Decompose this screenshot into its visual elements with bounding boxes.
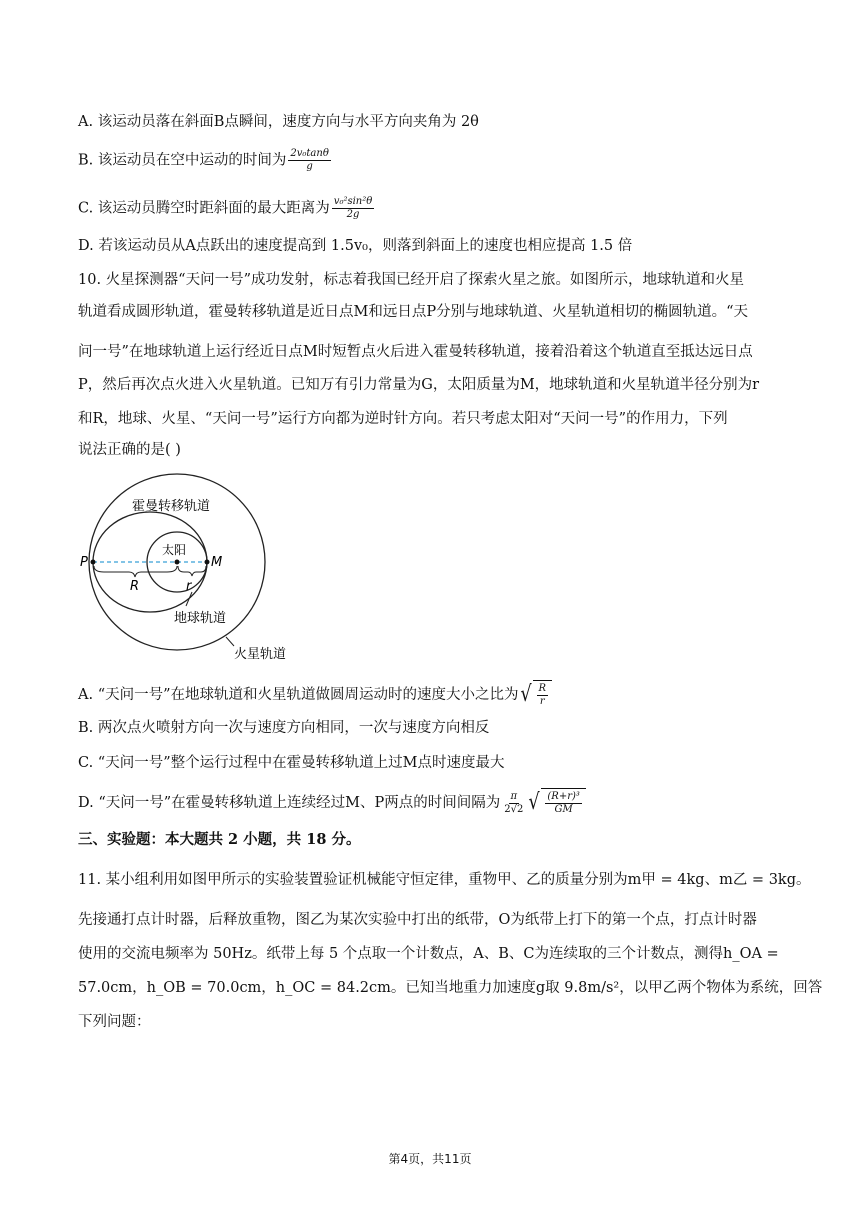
q10-option-a bbox=[78, 680, 552, 710]
brace-r-small bbox=[178, 566, 206, 576]
q9-option-d: D. 若该运动员从A点跃出的速度提高到 1.5v₀，则落到斜面上的速度也相应提高 1.5 倍 bbox=[78, 238, 633, 254]
q10-option-d bbox=[78, 788, 586, 818]
label-earth-orbit: 地球轨道 bbox=[174, 611, 227, 626]
q9-option-c-denominator: 2g bbox=[346, 209, 360, 220]
q10-stem-line-1: 10. 火星探测器“天问一号”成功发射，标志着我国已经开启了探索火星之旅。如图所示，地球轨道和火星 bbox=[78, 272, 744, 288]
q9-option-b bbox=[78, 148, 333, 173]
q10-option-a-sqrt bbox=[519, 680, 553, 710]
q10-option-a-prefix: A. “天问一号”在地球轨道和火星轨道做圆周运动时的速度大小之比为 bbox=[78, 687, 519, 703]
radical-sign-icon: √ bbox=[519, 682, 532, 707]
q10-stem-line-5: 和R，地球、火星、“天问一号”运行方向都为逆时针方向。若只考虑太阳对“天问一号”的作用力，下列 bbox=[78, 411, 728, 427]
label-hohmann: 霍曼转移轨道 bbox=[132, 499, 211, 514]
brace-r-big bbox=[94, 566, 177, 577]
q9-option-c-numerator: v₀²sin²θ bbox=[333, 196, 373, 207]
q10-stem-line-3: 问一号”在地球轨道上运行经近日点M时短暂点火后进入霍曼转移轨道，接着沿着这个轨道直至抵达远日点 bbox=[78, 344, 753, 360]
q9-option-b-numerator: 2v₀tanθ bbox=[290, 148, 329, 159]
q9-option-b-denominator: g bbox=[306, 161, 313, 172]
q10-stem-line-6: 说法正确的是( ) bbox=[78, 442, 181, 458]
label-r: r bbox=[186, 579, 192, 594]
q11-line-2: 先接通打点计时器，后释放重物，图乙为某次实验中打出的纸带，O为纸带上打下的第一个点，打点计时器 bbox=[78, 912, 757, 928]
q11-line-4: 57.0cm，h_OB = 70.0cm，h_OC = 84.2cm。已知当地重力加速度g取 9.8m/s²，以甲乙两个物体为系统，回答 bbox=[78, 980, 823, 996]
q10-option-d-fraction-2 bbox=[545, 791, 582, 816]
q9-option-c bbox=[78, 196, 376, 221]
earth-leader-line bbox=[186, 592, 192, 606]
q9-option-b-prefix: B. 该运动员在空中运动的时间为 bbox=[78, 152, 287, 169]
q10-option-d-fraction-1-denominator: 2√2 bbox=[504, 803, 524, 815]
sun-point bbox=[175, 560, 180, 565]
point-p bbox=[91, 560, 96, 565]
q9-option-a: A. 该运动员落在斜面B点瞬间，速度方向与水平方向夹角为 2θ bbox=[78, 114, 479, 130]
q11-line-5: 下列问题： bbox=[78, 1014, 151, 1030]
q9-option-c-fraction bbox=[332, 196, 374, 221]
q11-line-1: 11. 某小组利用如图甲所示的实验装置验证机械能守恒定律，重物甲、乙的质量分别为m甲 = 4kg、m乙 = 3kg。 bbox=[78, 872, 811, 888]
radical-sign-icon: √ bbox=[528, 790, 541, 815]
q10-option-a-denominator: r bbox=[539, 696, 545, 707]
q10-option-a-fraction bbox=[537, 683, 549, 708]
q10-option-d-sqrt bbox=[527, 788, 586, 818]
label-sun: 太阳 bbox=[162, 543, 187, 557]
label-m: M bbox=[211, 555, 223, 570]
q9-option-b-fraction bbox=[288, 148, 330, 173]
orbit-diagram bbox=[74, 470, 314, 670]
label-p: P bbox=[80, 555, 88, 570]
point-m bbox=[205, 560, 210, 565]
q10-option-d-prefix: D. “天问一号”在霍曼转移轨道上连续经过M、P两点的时间间隔为 bbox=[78, 795, 501, 811]
mars-leader-line bbox=[226, 637, 234, 646]
q10-stem-line-2: 轨道看成圆形轨道，霍曼转移轨道是近日点M和远日点P分别与地球轨道、火星轨道相切的椭圆轨道。“天 bbox=[78, 304, 749, 320]
q10-option-d-fraction-2-denominator: GM bbox=[554, 804, 573, 815]
q11-line-3: 使用的交流电频率为 50Hz。纸带上每 5 个点取一个计数点，A、B、C为连续取的三个计数点，测得h_OA = bbox=[78, 946, 779, 962]
q10-option-b: B. 两次点火喷射方向一次与速度方向相同，一次与速度方向相反 bbox=[78, 720, 490, 736]
q10-option-d-fraction-1-numerator: π bbox=[510, 790, 518, 802]
section-3-heading: 三、实验题：本大题共 2 小题，共 18 分。 bbox=[78, 831, 361, 848]
page-footer: 第4页，共11页 bbox=[388, 1152, 472, 1166]
label-mars-orbit: 火星轨道 bbox=[234, 647, 287, 662]
q10-option-d-fraction-1 bbox=[502, 791, 525, 816]
q9-option-c-prefix: C. 该运动员腾空时距斜面的最大距离为 bbox=[78, 200, 330, 217]
label-R: R bbox=[130, 579, 140, 594]
q10-option-a-numerator: R bbox=[538, 683, 547, 694]
q10-stem-line-4: P，然后再次点火进入火星轨道。已知万有引力常量为G，太阳质量为M，地球轨道和火星轨道半径分别为r bbox=[78, 377, 760, 393]
q10-option-d-fraction-2-numerator: (R+r)³ bbox=[547, 791, 580, 802]
q10-option-c: C. “天问一号”整个运行过程中在霍曼转移轨道上过M点时速度最大 bbox=[78, 755, 505, 771]
